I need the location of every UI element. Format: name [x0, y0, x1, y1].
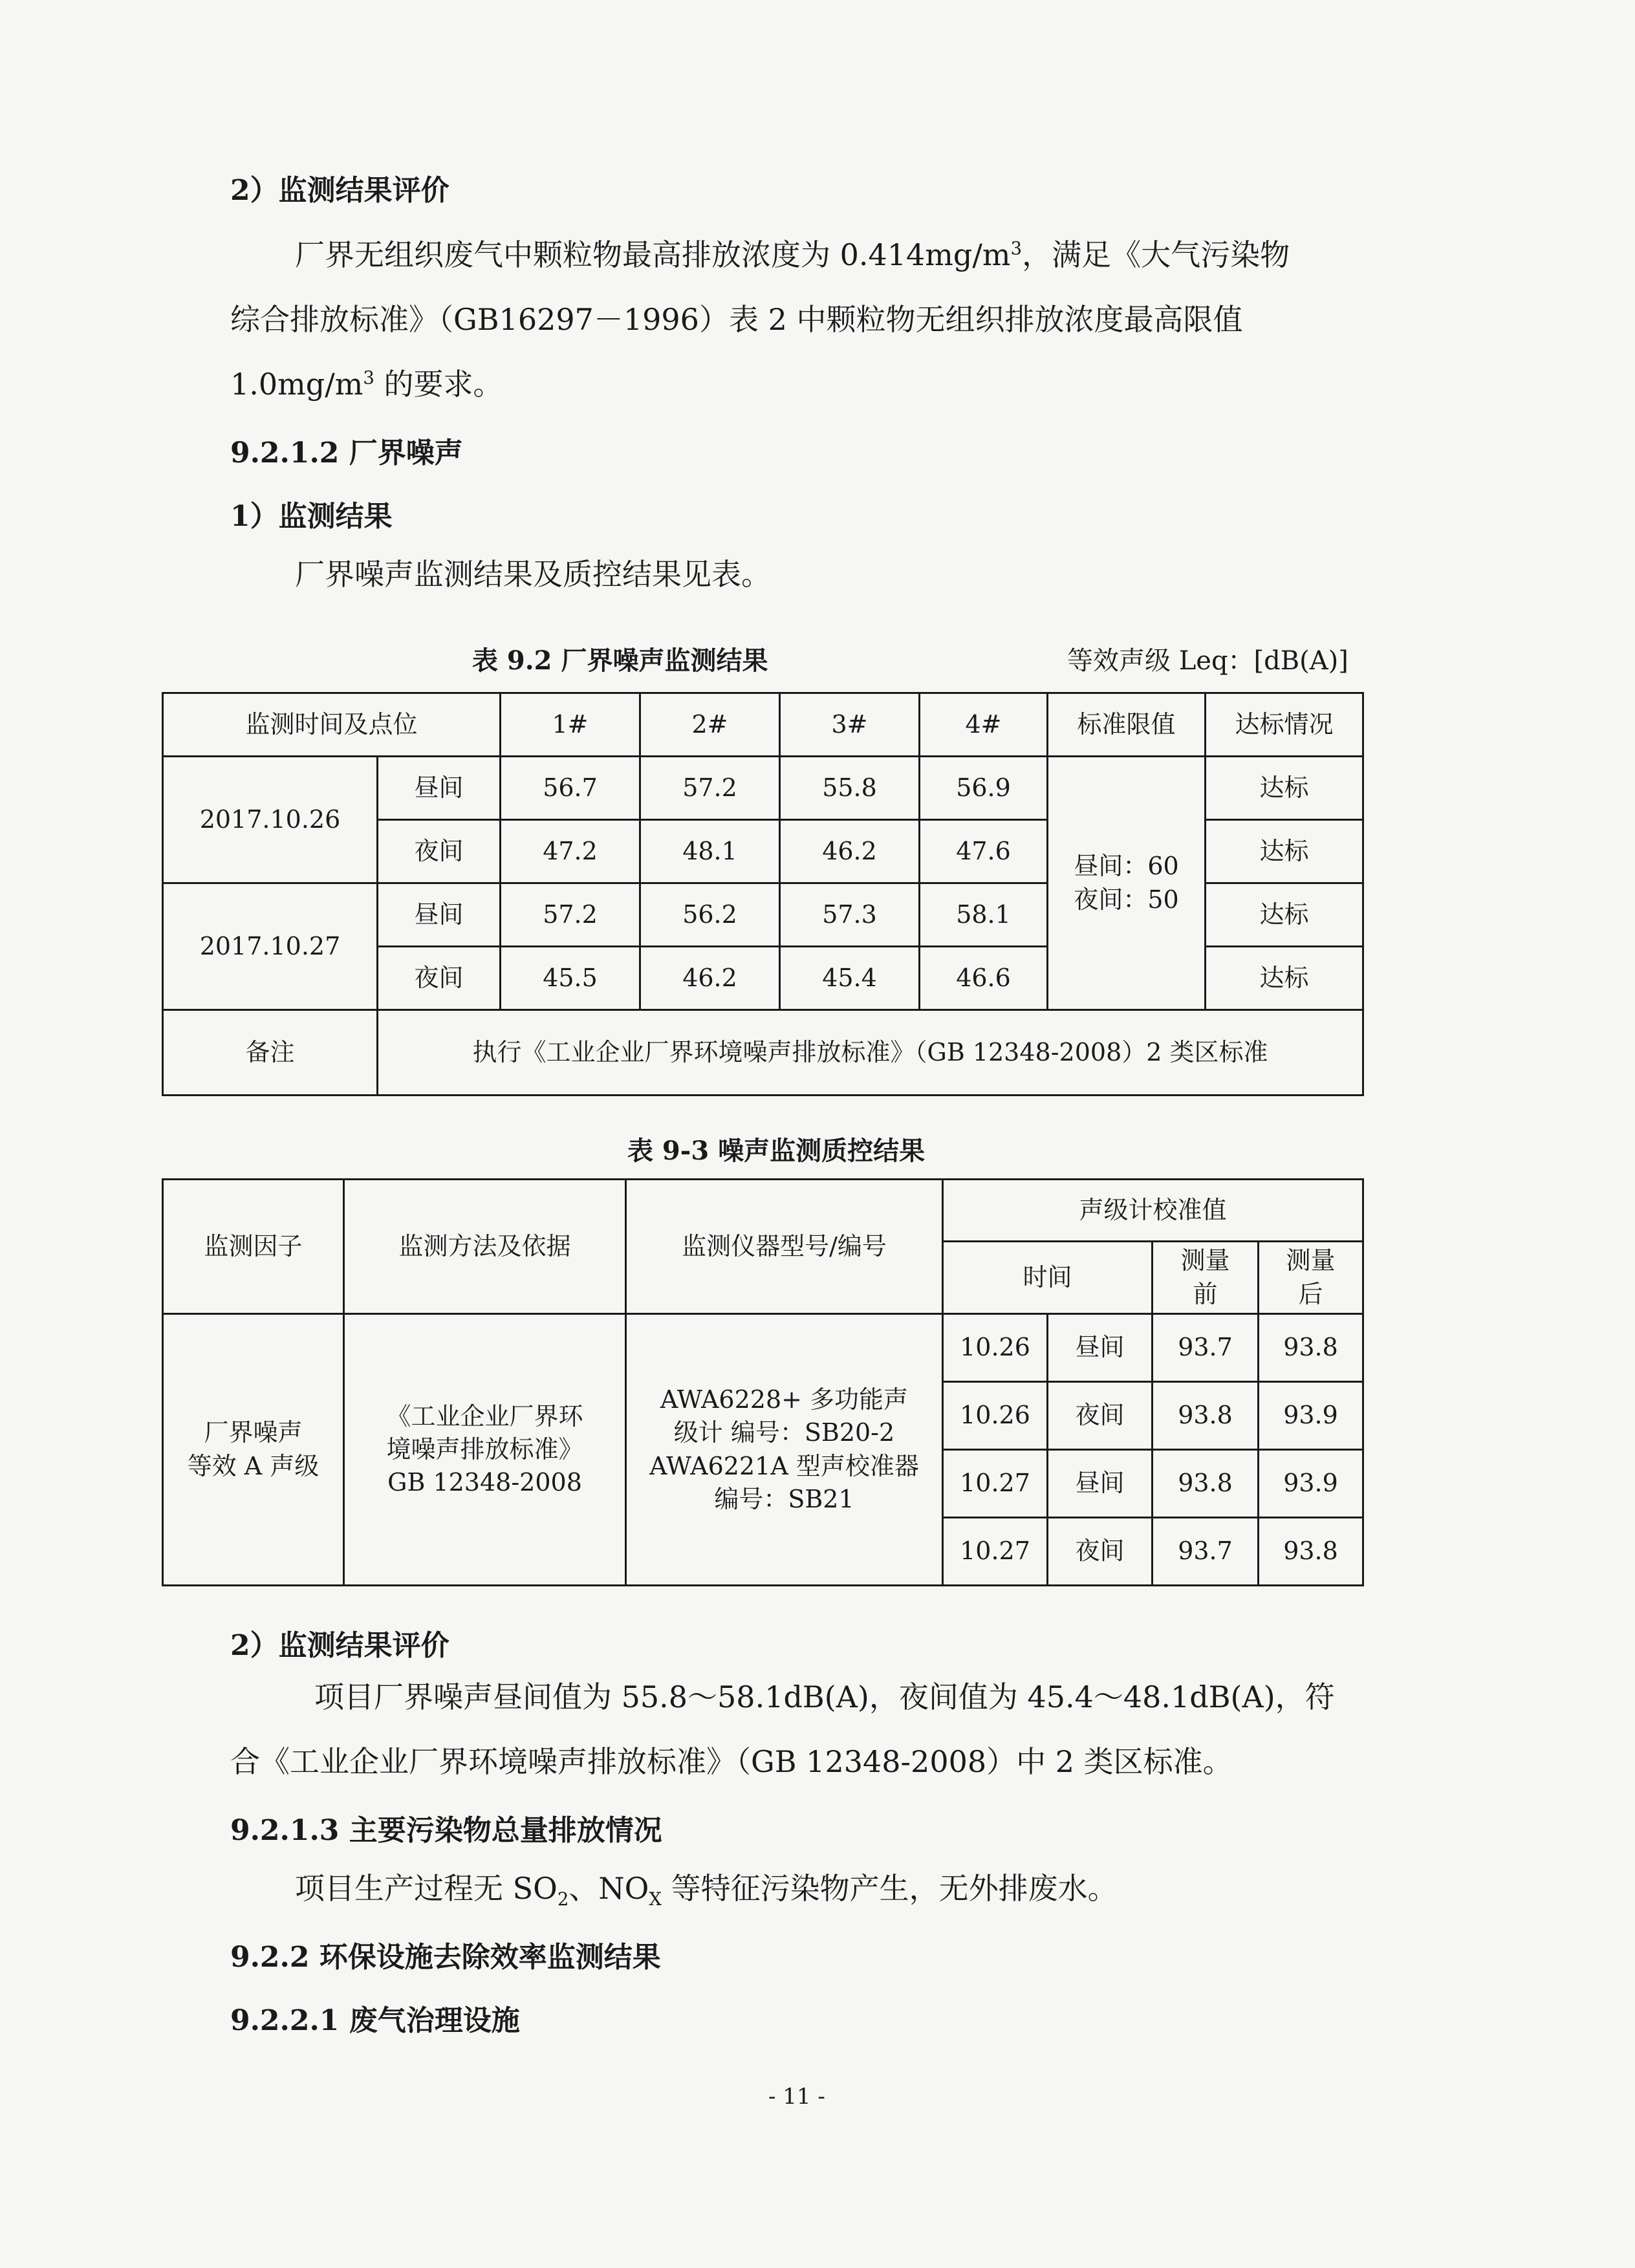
factor-cell: 厂界噪声 等效 A 声级 — [163, 1314, 344, 1586]
value-cell: 93.8 — [1153, 1450, 1259, 1518]
value-cell: 93.7 — [1153, 1314, 1259, 1382]
header-cell: 监测因子 — [163, 1180, 344, 1314]
page-number: - 11 - — [768, 2084, 825, 2110]
method-cell: 《工业企业厂界环 境噪声排放标准》 GB 12348-2008 — [344, 1314, 626, 1586]
limit-day: 昼间：60 — [1074, 852, 1179, 881]
paragraph-line: $1.0mg/m^3$ 的要求。 — [230, 367, 503, 402]
instrument-cell: AWA6228+ 多功能声 级计 编号：SB20-2 AWA6221A 型声校准器 编号：SB21 — [626, 1314, 943, 1586]
table-unit: 等效声级 Leq：[dB(A)] — [1067, 646, 1348, 676]
value-cell: 45.4 — [780, 947, 920, 1010]
paragraph-line: 厂界噪声监测结果及质控结果见表。 — [295, 557, 771, 592]
paragraph-line: 项目厂界噪声昼间值为 55.8～58.1dB(A)，夜间值为 45.4～48.1dB(A)，符 — [314, 1679, 1335, 1714]
value-cell: 93.8 — [1153, 1382, 1259, 1450]
table-note-row — [163, 1010, 1363, 1096]
period-cell: 夜间 — [378, 947, 501, 1010]
value-cell: 93.8 — [1259, 1314, 1363, 1382]
header-cell: 4# — [920, 693, 1048, 757]
period-cell: 昼间 — [1048, 1450, 1153, 1518]
header-cell: 标准限值 — [1048, 693, 1206, 757]
date-cell: 2017.10.26 — [163, 757, 378, 883]
value-cell: 56.7 — [501, 757, 640, 820]
value-cell: 57.2 — [501, 883, 640, 947]
date-cell: 10.27 — [943, 1450, 1048, 1518]
value-cell: 57.3 — [780, 883, 920, 947]
header-cell: 声级计校准值 — [943, 1180, 1363, 1242]
period-cell: 夜间 — [1048, 1518, 1153, 1586]
value-cell: 46.6 — [920, 947, 1048, 1010]
paragraph-line: 项目生产过程无 $SO_2$、$NO_X$ 等特征污染物产生，无外排废水。 — [295, 1871, 1118, 1910]
period-cell: 昼间 — [1048, 1314, 1153, 1382]
value-cell: 46.2 — [780, 820, 920, 883]
header-cell: 2# — [640, 693, 780, 757]
limit-night: 夜间：50 — [1074, 885, 1179, 914]
date-cell: 10.27 — [943, 1518, 1048, 1586]
noise-results-table — [162, 692, 1364, 1096]
note-text: 执行《工业企业厂界环境噪声排放标准》（GB 12348-2008）2 类区标准 — [378, 1010, 1363, 1096]
table-caption: 表 9-3 噪声监测质控结果 — [627, 1136, 926, 1166]
period-cell: 夜间 — [378, 820, 501, 883]
noise-qc-table — [162, 1178, 1364, 1586]
period-cell: 昼间 — [378, 883, 501, 947]
subheading-results: 1）监测结果 — [230, 500, 393, 533]
table-header-row — [163, 1180, 1363, 1242]
value-cell: 47.6 — [920, 820, 1048, 883]
value-cell: 55.8 — [780, 757, 920, 820]
value-cell: 58.1 — [920, 883, 1048, 947]
header-cell: 1# — [501, 693, 640, 757]
header-cell: 达标情况 — [1206, 693, 1363, 757]
section-heading-evaluation: 2）监测结果评价 — [230, 174, 449, 207]
section-heading-totals: 9.2.1.3 主要污染物总量排放情况 — [230, 1814, 662, 1847]
table-header-row — [163, 693, 1363, 757]
subheading-gas-facility: 9.2.2.1 废气治理设施 — [230, 2004, 520, 2037]
status-cell: 达标 — [1206, 757, 1363, 820]
value-cell: 48.1 — [640, 820, 780, 883]
header-cell: 测量 前 — [1153, 1242, 1259, 1314]
value-cell: 93.8 — [1259, 1518, 1363, 1586]
section-heading-efficiency: 9.2.2 环保设施去除效率监测结果 — [230, 1941, 661, 1974]
period-cell: 昼间 — [378, 757, 501, 820]
section-heading-evaluation: 2）监测结果评价 — [230, 1629, 449, 1662]
value-cell: 56.9 — [920, 757, 1048, 820]
header-cell: 测量 后 — [1259, 1242, 1363, 1314]
header-cell: 监测时间及点位 — [163, 693, 501, 757]
value-cell: 57.2 — [640, 757, 780, 820]
value-cell: 56.2 — [640, 883, 780, 947]
value-cell: 47.2 — [501, 820, 640, 883]
header-cell: 监测仪器型号/编号 — [626, 1180, 943, 1314]
note-label: 备注 — [163, 1010, 378, 1096]
limit-cell — [1048, 757, 1206, 1010]
table-row — [163, 1314, 1363, 1382]
section-heading-noise: 9.2.1.2 厂界噪声 — [230, 437, 463, 470]
status-cell: 达标 — [1206, 820, 1363, 883]
header-cell: 监测方法及依据 — [344, 1180, 626, 1314]
value-cell: 46.2 — [640, 947, 780, 1010]
date-cell: 10.26 — [943, 1314, 1048, 1382]
date-cell: 2017.10.27 — [163, 883, 378, 1010]
status-cell: 达标 — [1206, 947, 1363, 1010]
value-cell: 93.7 — [1153, 1518, 1259, 1586]
header-cell: 3# — [780, 693, 920, 757]
paragraph-line: 合《工业企业厂界环境噪声排放标准》（GB 12348-2008）中 2 类区标准。 — [230, 1744, 1233, 1779]
table-row — [163, 757, 1363, 820]
value-cell: 93.9 — [1259, 1450, 1363, 1518]
value-cell: 93.9 — [1259, 1382, 1363, 1450]
period-cell: 夜间 — [1048, 1382, 1153, 1450]
value-cell: 45.5 — [501, 947, 640, 1010]
paragraph-line: 综合排放标准》（GB16297－1996）表 2 中颗粒物无组织排放浓度最高限值 — [230, 302, 1243, 337]
date-cell: 10.26 — [943, 1382, 1048, 1450]
status-cell: 达标 — [1206, 883, 1363, 947]
paragraph-line: 厂界无组织废气中颗粒物最高排放浓度为 $0.414mg/m^3$，满足《大气污染物 — [295, 237, 1290, 272]
header-cell: 时间 — [943, 1242, 1153, 1314]
table-caption: 表 9.2 厂界噪声监测结果 — [472, 645, 768, 676]
